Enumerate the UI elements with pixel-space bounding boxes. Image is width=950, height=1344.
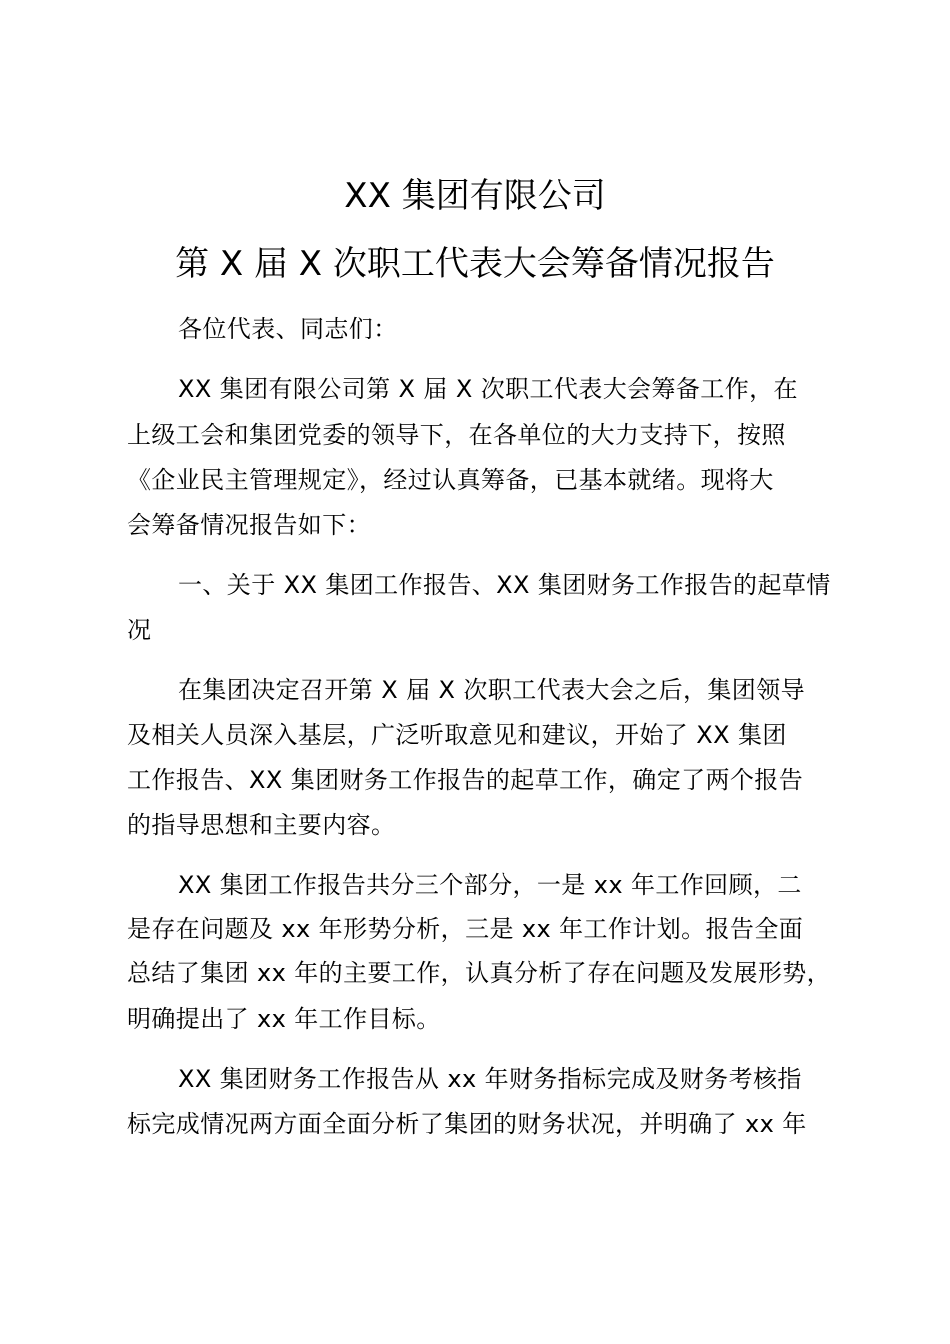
paragraph-line: XX 集团工作报告共分三个部分，一是 xx 年工作回顾，二 xyxy=(178,871,802,899)
document-title-line-1: XX 集团有限公司 xyxy=(344,176,606,216)
paragraph-line: 是存在问题及 xx 年形势分析，三是 xx 年工作计划。报告全面 xyxy=(127,915,804,943)
paragraph-line: 上级工会和集团党委的领导下，在各单位的大力支持下，按照 xyxy=(127,421,786,449)
paragraph-line: XX 集团有限公司第 X 届 X 次职工代表大会筹备工作，在 xyxy=(178,375,798,403)
document-title-line-2: 第 X 届 X 次职工代表大会筹备情况报告 xyxy=(175,244,775,284)
paragraph-line: 及相关人员深入基层，广泛听取意见和建议，开始了 XX 集团 xyxy=(127,721,787,749)
paragraph-line: 总结了集团 xx 年的主要工作，认真分析了存在问题及发展形势， xyxy=(127,959,832,987)
section-heading-line: 况 xyxy=(127,616,152,644)
paragraph-line: 在集团决定召开第 X 届 X 次职工代表大会之后，集团领导 xyxy=(178,676,805,704)
paragraph-line: 会筹备情况报告如下： xyxy=(127,511,371,539)
paragraph-line: 的指导思想和主要内容。 xyxy=(127,811,396,839)
paragraph-line: 明确提出了 xx 年工作目标。 xyxy=(127,1005,441,1033)
paragraph-line: XX 集团财务工作报告从 xx 年财务指标完成及财务考核指 xyxy=(178,1065,802,1093)
paragraph-line: 《企业民主管理规定》，经过认真筹备，已基本就绪。现将大 xyxy=(127,466,774,494)
section-heading-line: 一、关于 XX 集团工作报告、XX 集团财务工作报告的起草情 xyxy=(178,571,831,599)
paragraph-line: 工作报告、XX 集团财务工作报告的起草工作，确定了两个报告 xyxy=(127,766,804,794)
salutation: 各位代表、同志们： xyxy=(178,315,398,343)
paragraph-line: 标完成情况两方面全面分析了集团的财务状况，并明确了 xx 年 xyxy=(127,1110,807,1138)
